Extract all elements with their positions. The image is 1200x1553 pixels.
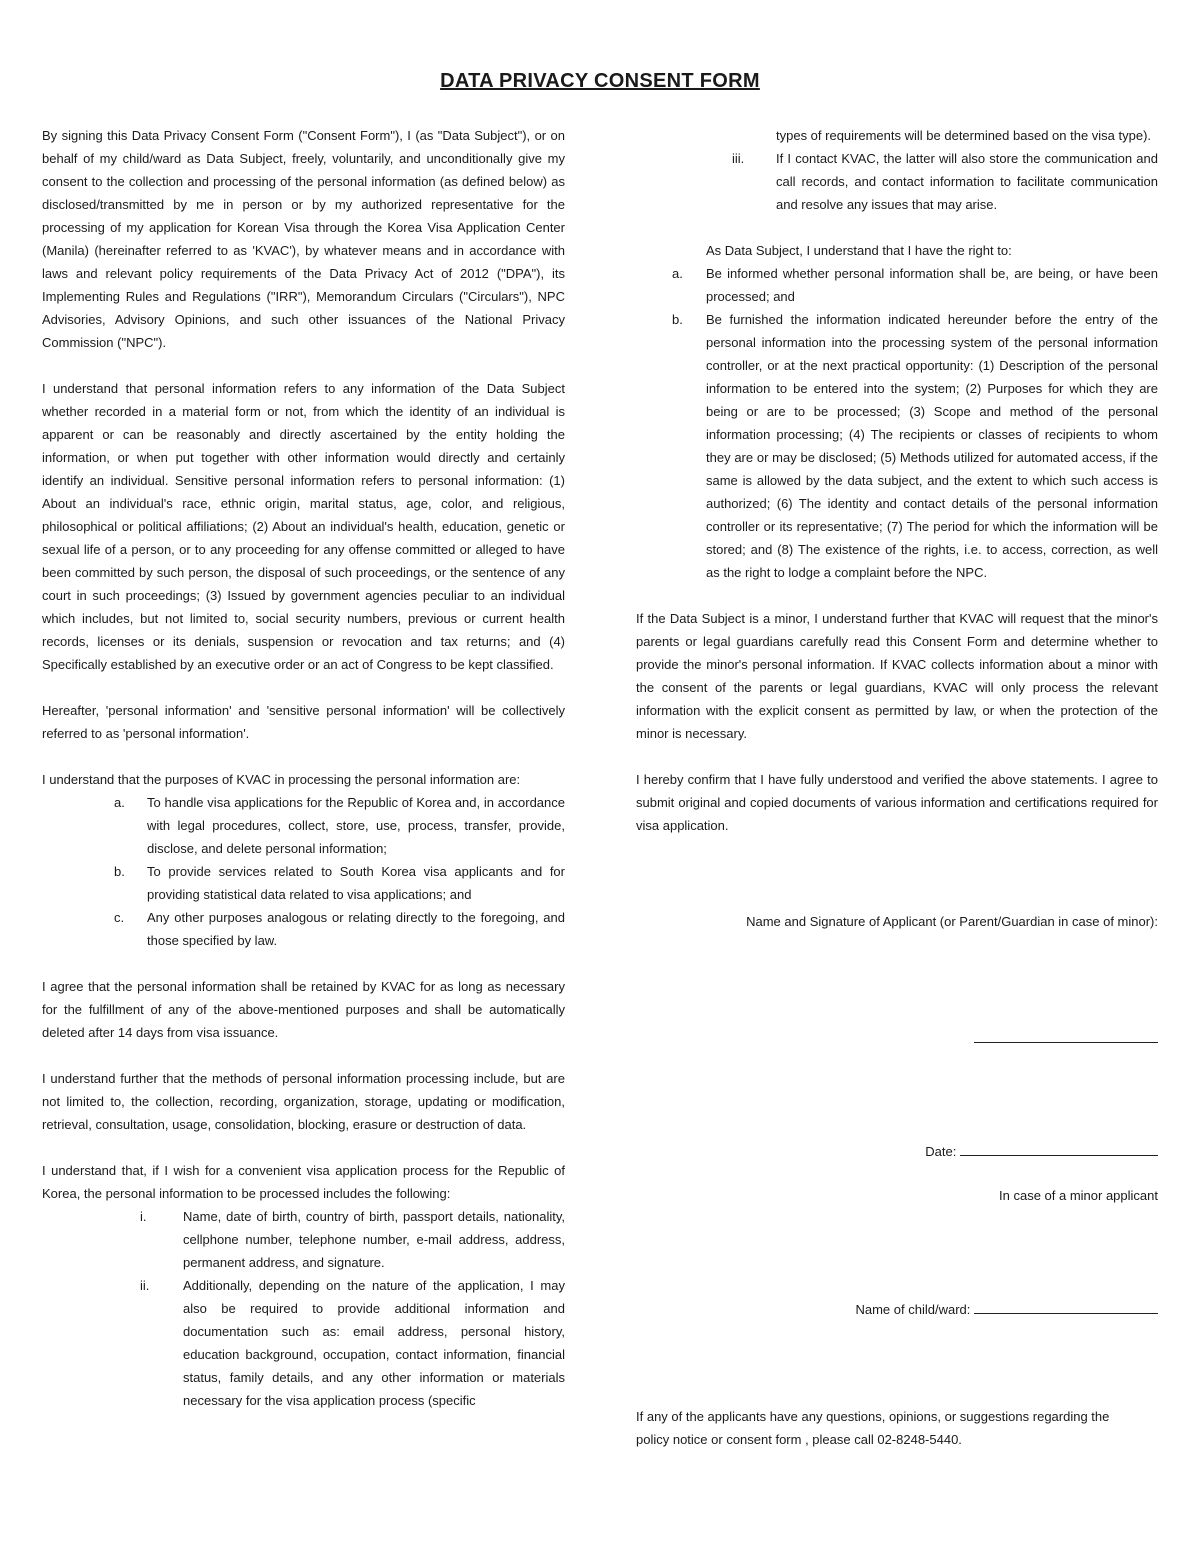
right-column [636, 124, 1158, 860]
list-item [42, 860, 565, 906]
child-ward-label: Name of child/ward: [855, 1302, 971, 1317]
list-item-text: Additionally, depending on the nature of the application, I may also be required to provide additional information and documentation such as: email address, personal history, education background, occupation, contact information, financial status, family details, and any other information or materials necessary for the visa application process (specific [183, 1278, 565, 1408]
processing-methods-paragraph: I understand further that the methods of personal information processing include, but are not limited to, the collection, recording, organization, storage, updating or modification, retrieval, consultation, usage, consolidation, blocking, erasure or destruction of data. [42, 1071, 565, 1132]
purposes-intro: I understand that the purposes of KVAC in processing the personal information are: [42, 772, 521, 787]
child-ward-field [636, 1298, 1158, 1321]
list-item-text: Be furnished the information indicated hereunder before the entry of the personal information into the processing system of the personal information controller, or at the next practical opportunity: (1) Description of the personal information to be entered into the system; (2) Purposes for which they are being or are to be processed; (3) Scope and method of the personal information processing; (4) The recipients or classes of recipients to whom they are or may be disclosed; (5) Methods utilized for automated access, if the same is allowed by the data subject, and the extent to which such access is authorized; (6) The identity and contact details of the personal information controller or its representative; (7) The period for which the information will be stored; and (8) The existence of the rights, i.e. to access, correction, as well as the right to lodge a complaint before the NPC. [706, 312, 1158, 580]
information-list [42, 1205, 565, 1412]
information-processed-intro: I understand that, if I wish for a convenient visa application process for the Republic of Korea, the personal information to be processed includes the following: [42, 1163, 565, 1201]
list-item-text: To provide services related to South Korea visa applicants and for providing statistical data related to visa applications; and [147, 864, 565, 902]
personal-information-definition: I understand that personal information refers to any information of the Data Subject whether recorded in a material form or not, from which the identity of an individual is apparent or can be reasonably and directly ascertained by the entity holding the information, or when put together with other information would directly and certainly identify an individual. Sensitive personal information refers to personal information: (1) About an individual's race, ethnic origin, marital status, age, color, and religious, philosophical or political affiliations; (2) About an individual's health, education, genetic or sexual life of a person, or to any proceeding for any offense committed or alleged to have been committed by such person, the disposal of such proceedings, or the sentence of any court in such proceedings; (3) Issued by government agencies peculiar to an individual which includes, but not limited to, social security numbers, previous or current health records, licenses or its denials, suspension or revocation and tax returns; and (4) Specifically established by an executive order or an act of Congress to be kept classified. [42, 381, 565, 672]
list-marker: b. [672, 312, 683, 327]
left-column [42, 124, 565, 1435]
date-label: Date: [925, 1144, 957, 1159]
list-marker: a. [114, 795, 125, 810]
child-ward-line[interactable] [974, 1299, 1158, 1314]
list-marker: ii. [140, 1278, 150, 1293]
minor-paragraph: If the Data Subject is a minor, I understand further that KVAC will request that the minor's parents or legal guardians carefully read this Consent Form and determine whether to provide the minor's personal information. If KVAC collects information about a minor with the consent of the parents or legal guardians, KVAC will only process the relevant information with the explicit consent as permitted by law, or when the protection of the minor is necessary. [636, 611, 1158, 741]
list-marker: b. [114, 864, 125, 879]
contact-note: If any of the applicants have any questions, opinions, or suggestions regarding the policy notice or consent form , please call 02-8248-5440. [636, 1409, 1110, 1447]
list-item-continuation: types of requirements will be determined based on the visa type). [776, 128, 1152, 143]
minor-applicant-label: In case of a minor applicant [999, 1188, 1158, 1203]
list-marker: i. [140, 1209, 147, 1224]
signature-label: Name and Signature of Applicant (or Parent/Guardian in case of minor): [746, 914, 1158, 929]
list-item-text: If I contact KVAC, the latter will also store the communication and call records, and contact information to facilitate communication and resolve any issues that may arise. [776, 151, 1158, 212]
list-item [42, 1205, 565, 1274]
list-item [636, 308, 1158, 584]
signature-line[interactable] [974, 1026, 1158, 1043]
retention-paragraph: I agree that the personal information shall be retained by KVAC for as long as necessary for the fulfillment of any of the above-mentioned purposes and shall be automatically deleted after 14 days from visa issuance. [42, 979, 565, 1040]
list-item [42, 1274, 565, 1412]
list-item [636, 147, 1158, 216]
list-marker: iii. [732, 151, 745, 166]
date-field [636, 1140, 1158, 1163]
information-list-continued [636, 147, 1158, 216]
confirmation-paragraph: I hereby confirm that I have fully understood and verified the above statements. I agree to submit original and copied documents of various information and certifications required for visa application. [636, 772, 1158, 833]
purposes-list [42, 791, 565, 952]
list-item [636, 262, 1158, 308]
list-marker: c. [114, 910, 125, 925]
list-item-text: Be informed whether personal information shall be, are being, or have been processed; and [706, 266, 1158, 304]
list-item-text: Any other purposes analogous or relating directly to the foregoing, and those specified by law. [147, 910, 565, 948]
list-marker: a. [672, 266, 683, 281]
list-item-text: To handle visa applications for the Republic of Korea and, in accordance with legal procedures, collect, store, use, process, transfer, provide, disclose, and delete personal information; [147, 795, 565, 856]
list-item-text: Name, date of birth, country of birth, passport details, nationality, cellphone number, telephone number, e-mail address, address, permanent address, and signature. [183, 1209, 565, 1270]
rights-list [636, 262, 1158, 584]
collective-reference-paragraph: Hereafter, 'personal information' and 'sensitive personal information' will be collectively referred to as 'personal information'. [42, 703, 565, 741]
date-line[interactable] [960, 1141, 1158, 1156]
consent-intro-paragraph: By signing this Data Privacy Consent Form ("Consent Form"), I (as "Data Subject"), or on behalf of my child/ward as Data Subject, freely, voluntarily, and unconditionally give my consent to the collection and processing of the personal information (as defined below) as disclosed/transmitted by me in person or by my authorized representative for the processing of my application for Korean Visa through the Korea Visa Application Center (Manila) (hereinafter referred to as 'KVAC'), by whatever means and in accordance with laws and relevant policy requirements of the Data Privacy Act of 2012 ("DPA"), its Implementing Rules and Regulations ("IRR"), Memorandum Circulars ("Circulars"), NPC Advisories, Advisory Opinions, and such other issuances of the National Privacy Commission ("NPC"). [42, 128, 565, 350]
list-item [42, 791, 565, 860]
rights-intro: As Data Subject, I understand that I have the right to: [706, 243, 1012, 258]
page-title: DATA PRIVACY CONSENT FORM [440, 70, 760, 92]
list-item [42, 906, 565, 952]
